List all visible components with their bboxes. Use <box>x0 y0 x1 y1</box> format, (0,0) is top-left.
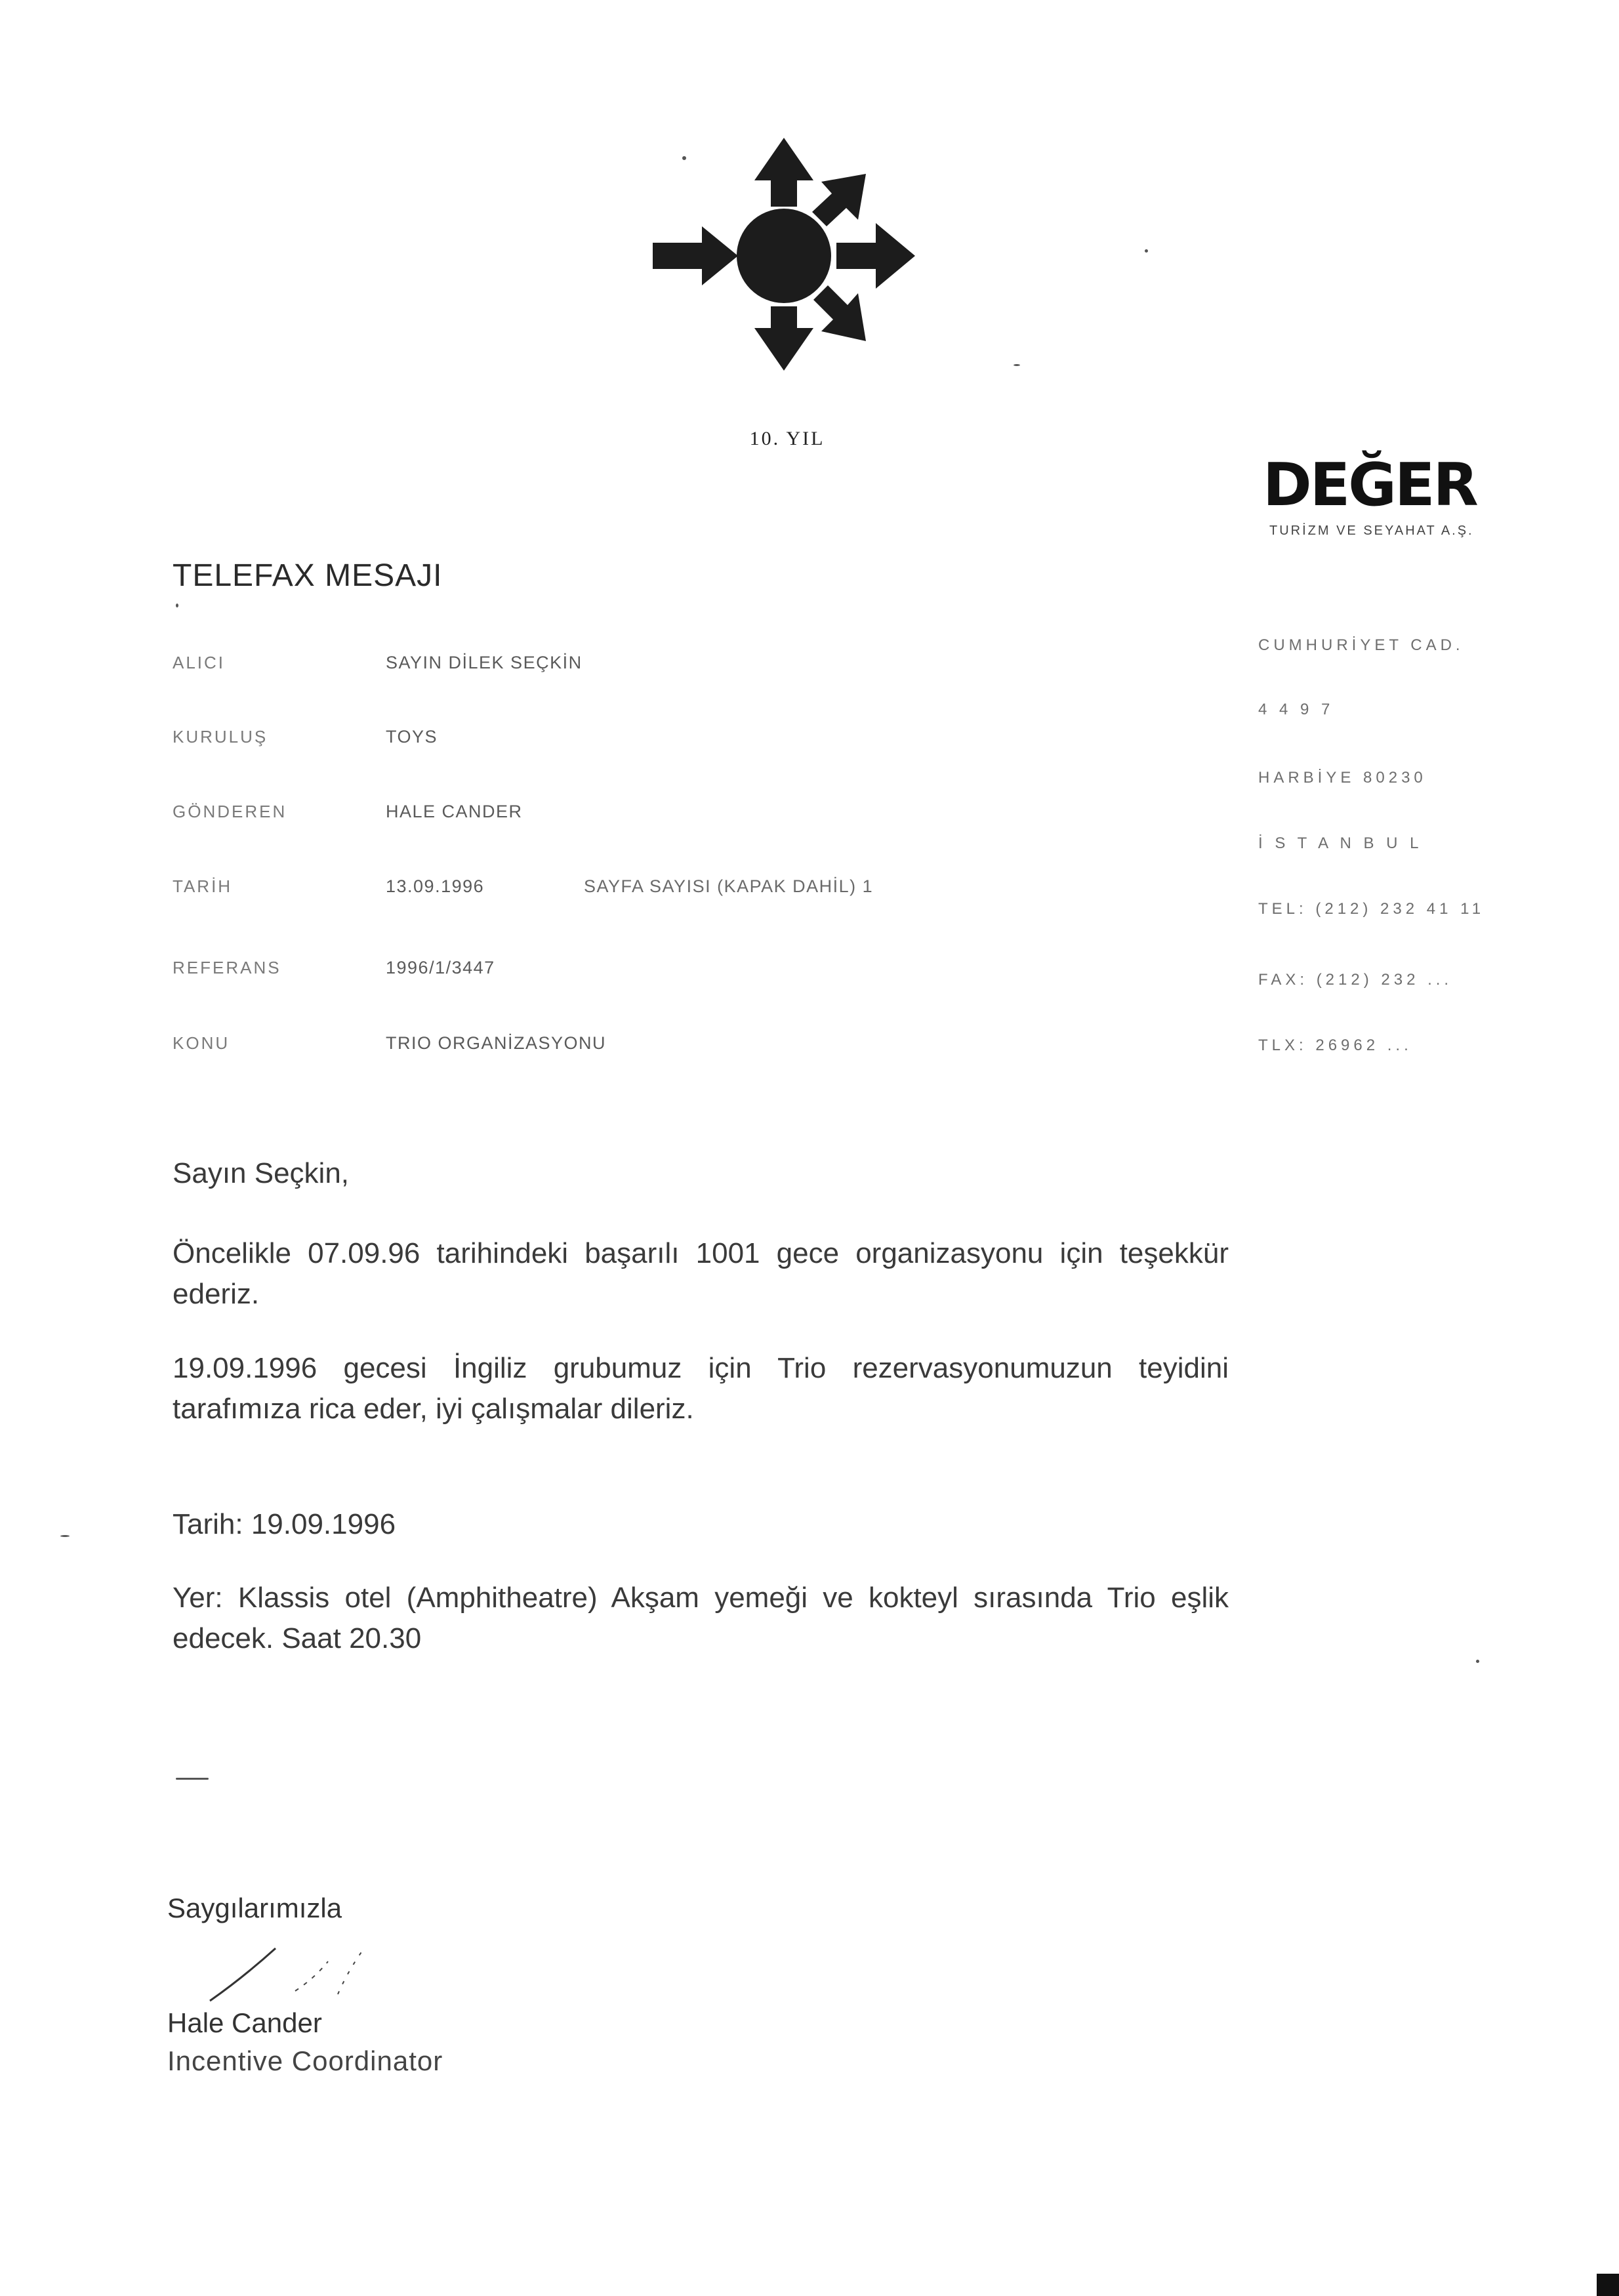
scan-speck <box>60 1535 70 1537</box>
closing-regards: Saygılarımızla <box>167 1893 342 1923</box>
event-date-line: Tarih: 19.09.1996 <box>173 1508 396 1540</box>
salutation: Sayın Seçkin, <box>173 1157 350 1189</box>
anniversary-label: 10. YIL <box>749 428 825 449</box>
signature <box>197 1938 394 2011</box>
scan-speck <box>682 156 686 160</box>
brand-name: DEĞER <box>1263 451 1477 520</box>
document-title: TELEFAX MESAJI <box>173 558 443 593</box>
field-value-organization: TOYS <box>386 727 438 747</box>
field-value-reference: 1996/1/3447 <box>386 958 495 977</box>
address-line: 4 4 9 7 <box>1258 701 1334 718</box>
address-line: CUMHURİYET CAD. <box>1258 636 1464 654</box>
field-value-page-count: SAYFA SAYISI (KAPAK DAHİL) 1 <box>584 876 874 896</box>
field-label-reference: REFERANS <box>173 958 281 977</box>
field-value-sender: HALE CANDER <box>386 802 523 821</box>
brand-subtitle: TURİZM VE SEYAHAT A.Ş. <box>1269 523 1474 538</box>
field-label-sender: GÖNDEREN <box>173 802 287 821</box>
scan-edge-mark <box>1597 2274 1619 2296</box>
field-value-recipient: SAYIN DİLEK SEÇKİN <box>386 653 583 672</box>
field-label-organization: KURULUŞ <box>173 727 268 747</box>
address-line: TLX: 26962 ... <box>1258 1036 1412 1054</box>
field-label-date: TARİH <box>173 876 233 896</box>
scan-speck <box>176 604 178 607</box>
scan-speck <box>1014 364 1020 366</box>
field-label-recipient: ALICI <box>173 653 226 672</box>
event-place-line: Yer: Klassis otel (Amphitheatre) Akşam yemeği ve kokteyl sırasında Trio eşlik edecek. Saat 20.30 <box>173 1582 1229 1654</box>
field-value-subject: TRIO ORGANİZASYONU <box>386 1033 607 1053</box>
scan-speck <box>1476 1660 1479 1663</box>
scan-speck <box>176 1778 209 1780</box>
signer-role: Incentive Coordinator <box>167 2045 443 2076</box>
signer-name: Hale Cander <box>167 2007 322 2038</box>
field-value-date: 13.09.1996 <box>386 876 485 896</box>
address-line: İ S T A N B U L <box>1258 834 1423 852</box>
scan-speck <box>1145 249 1148 253</box>
body-paragraph: Öncelikle 07.09.96 tarihindeki başarılı 1001 gece organizasyonu için teşekkür ederiz. <box>173 1237 1229 1310</box>
address-line: FAX: (212) 232 ... <box>1258 971 1453 989</box>
address-line: TEL: (212) 232 41 11 <box>1258 900 1485 918</box>
field-label-subject: KONU <box>173 1033 230 1053</box>
address-line: HARBİYE 80230 <box>1258 769 1427 787</box>
body-paragraph: 19.09.1996 gecesi İngiliz grubumuz için Trio rezervasyonumuzun teyidini tarafımıza rica eder, iyi çalışmalar dileriz. <box>173 1352 1229 1425</box>
compass-arrows-icon <box>649 134 918 374</box>
brand-logo <box>1263 453 1486 551</box>
